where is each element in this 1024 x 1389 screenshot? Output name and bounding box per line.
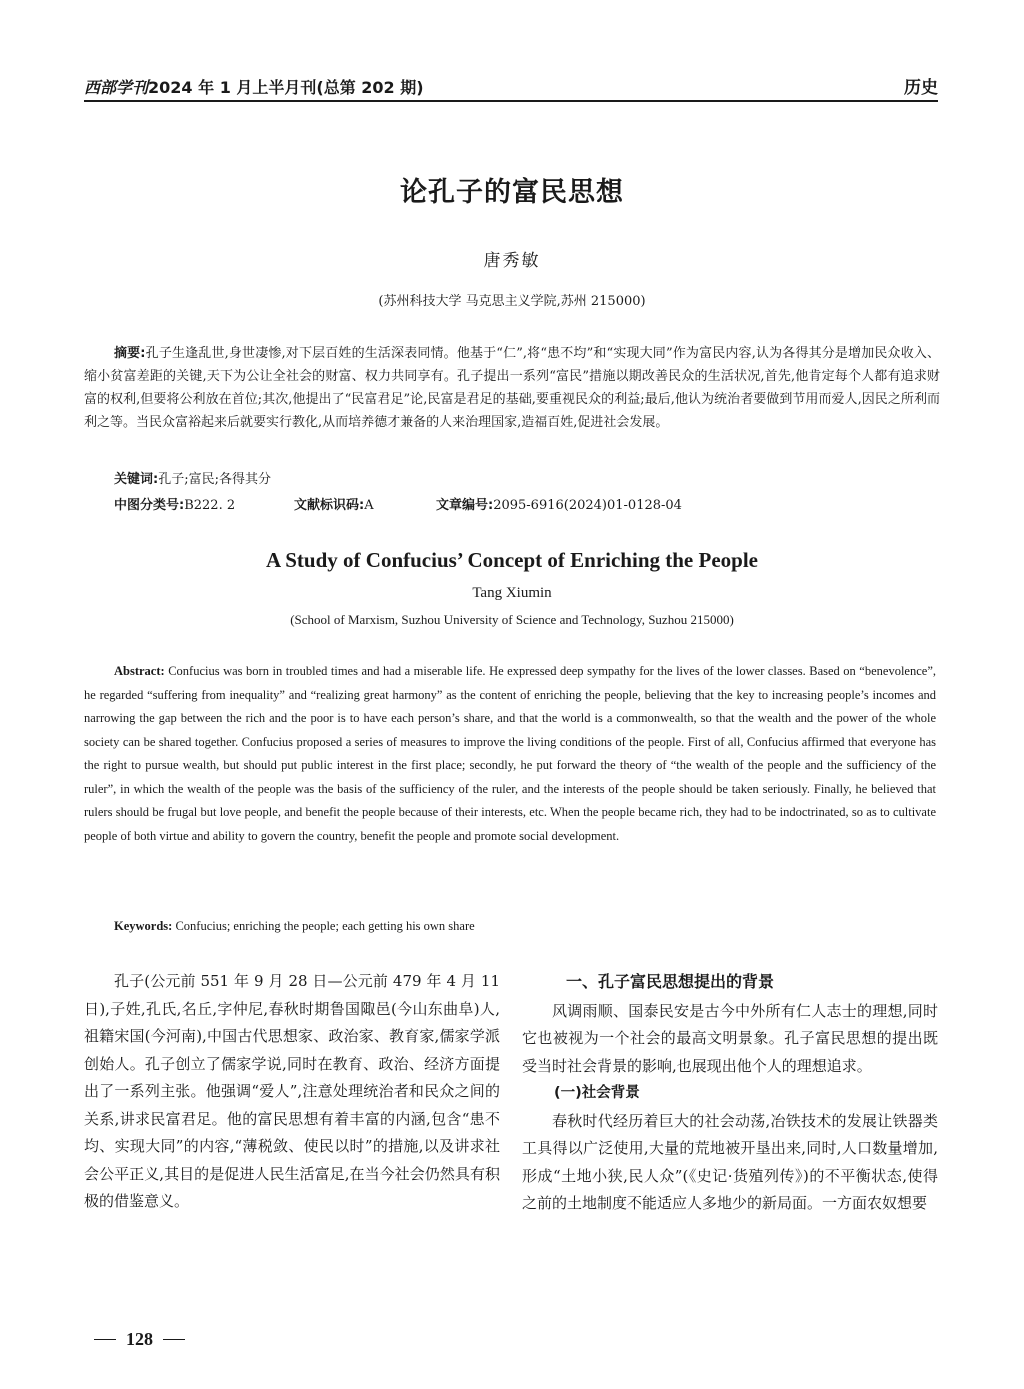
subsection-heading-1: (一)社会背景 [554, 1085, 640, 1101]
abstract-cn-text: 孔子生逢乱世,身世凄惨,对下层百姓的生活深表同情。他基于“仁”,将“患不均”和“实现大同”作为富民内容,认为各得其分是增加民众收入、缩小贫富差距的关键,天下为公让全社会的财富、权力共同享有。孔子提出一系列“富民”措施以期改善民众的生活状况,首先,他肯定每个人都有追求财富的权利,但要将公利放在首位;其次,他提出了“民富君足”论,民富是君足的基础,要重视民众的利益;最后,他认为统治者要做到节用而爱人,因民之所利而利之等。当民众富裕起来后就要实行教化,从而培养德才兼备的人来治理国家,造福百姓,促进社会发展。 [84, 346, 941, 430]
author-en: Tang Xiumin [472, 585, 552, 601]
article-title-cn: 论孔子的富民思想 [400, 177, 624, 208]
doc-value: A [364, 498, 374, 513]
keywords-en-text: Confucius; enriching the people; each getting his own share [175, 919, 475, 933]
affiliation-cn: (苏州科技大学 马克思主义学院,苏州 215000) [378, 294, 646, 309]
abstract-en-label: Abstract: [114, 664, 165, 678]
clc-value: B222. 2 [184, 498, 236, 513]
page-number-dash-left [94, 1339, 116, 1340]
journal-logo: 西部学刊 [84, 78, 149, 97]
article-label: 文章编号: [436, 498, 494, 513]
intro-paragraph: 孔子(公元前 551 年 9 月 28 日—公元前 479 年 4 月 11 日),子姓,孔氏,名丘,字仲尼,春秋时期鲁国陬邑(今山东曲阜)人,祖籍宋国(今河南),中国古代思想家、政治家、教育家,儒家学派创始人。孔子创立了儒家学说,同时在教育、政治、经济方面提出了一系列主张。他强调“爱人”,注意处理统治者和民众之间的关系,讲求民富君足。他的富民思想有着丰富的内涵,包含“患不均、实现大同”的内容,“薄税敛、使民以时”的措施,以及讲求社会公平正义,其目的是促进人民生活富足,在当今社会仍然具有积极的借鉴意义。 [84, 972, 500, 1210]
clc-number [114, 494, 294, 513]
article-number [436, 494, 682, 513]
abstract-cn [84, 342, 940, 434]
keywords-cn-label: 关键词: [114, 472, 159, 487]
issue-info: 2024 年 1 月上半月刊(总第 202 期) [148, 78, 424, 97]
abstract-cn-label: 摘要: [114, 346, 146, 361]
section-heading-1: 一、孔子富民思想提出的背景 [566, 972, 775, 991]
body-left-column [84, 968, 500, 1216]
article-value: 2095-6916(2024)01-0128-04 [493, 498, 682, 513]
keywords-en-label: Keywords: [114, 919, 173, 933]
affiliation-en: (School of Marxism, Suzhou University of Science and Technology, Suzhou 215000) [290, 612, 734, 627]
section-label: 历史 [904, 78, 938, 98]
classification-line [114, 494, 934, 513]
running-header [84, 70, 938, 102]
section-1-paragraph: 风调雨顺、国泰民安是古今中外所有仁人志士的理想,同时它也被视为一个社会的最高文明景象。孔子富民思想的提出既受当时社会背景的影响,也展现出他个人的理想追求。 [522, 1001, 938, 1075]
keywords-cn [114, 468, 271, 487]
body-right-column [522, 968, 938, 1218]
subsection-1-paragraph: 春秋时代经历着巨大的社会动荡,冶铁技术的发展让铁器类工具得以广泛使用,大量的荒地被开垦出来,同时,人口数量增加,形成“土地小狭,民人众”(《史记·货殖列传》)的不平衡状态,使得之前的土地制度不能适应人多地少的新局面。一方面农奴想要 [522, 1111, 938, 1212]
abstract-en-text: Confucius was born in troubled times and had a miserable life. He expressed deep sympathy for the lives of the lower classes. Based on “benevolence”, he regarded “suffering from inequality” and “realizing great harmony” as the content of enriching the people, believing that the key to increasing people’s incomes and narrowing the gap between the rich and the poor is to have each person’s share, and that the world is a commonwealth, so that the wealth and the power of the whole society can be shared together. Confucius proposed a series of measures to improve the living conditions of the people. First of all, Confucius affirmed that everyone has the right to pursue wealth, but should put public interest in the first place; secondly, he put forward the theory of “the wealth of the people and the sufficiency of the ruler”, in which the wealth of the people was the basis of the sufficiency of the ruler, and the interests of the people should be taken seriously. Finally, he believed that rulers should be frugal but love people, and benefit the people because of their interests, etc. When the people became rich, they had to be indoctrinated, so as to cultivate people of both virtue and ability to govern the country, benefit the people and promote social development. [84, 664, 936, 843]
keywords-cn-text: 孔子;富民;各得其分 [158, 472, 271, 487]
page-number-dash-right [163, 1339, 185, 1340]
author-cn: 唐秀敏 [483, 251, 541, 271]
clc-label: 中图分类号: [114, 498, 185, 513]
keywords-en [114, 919, 475, 934]
article-title-en: A Study of Confucius’ Concept of Enriching the People [266, 548, 758, 572]
abstract-en [84, 660, 936, 848]
journal-info [84, 75, 424, 98]
doc-label: 文献标识码: [294, 498, 365, 513]
page-number-footer [94, 1329, 185, 1350]
page-number: 128 [126, 1329, 153, 1349]
document-code [294, 494, 436, 513]
